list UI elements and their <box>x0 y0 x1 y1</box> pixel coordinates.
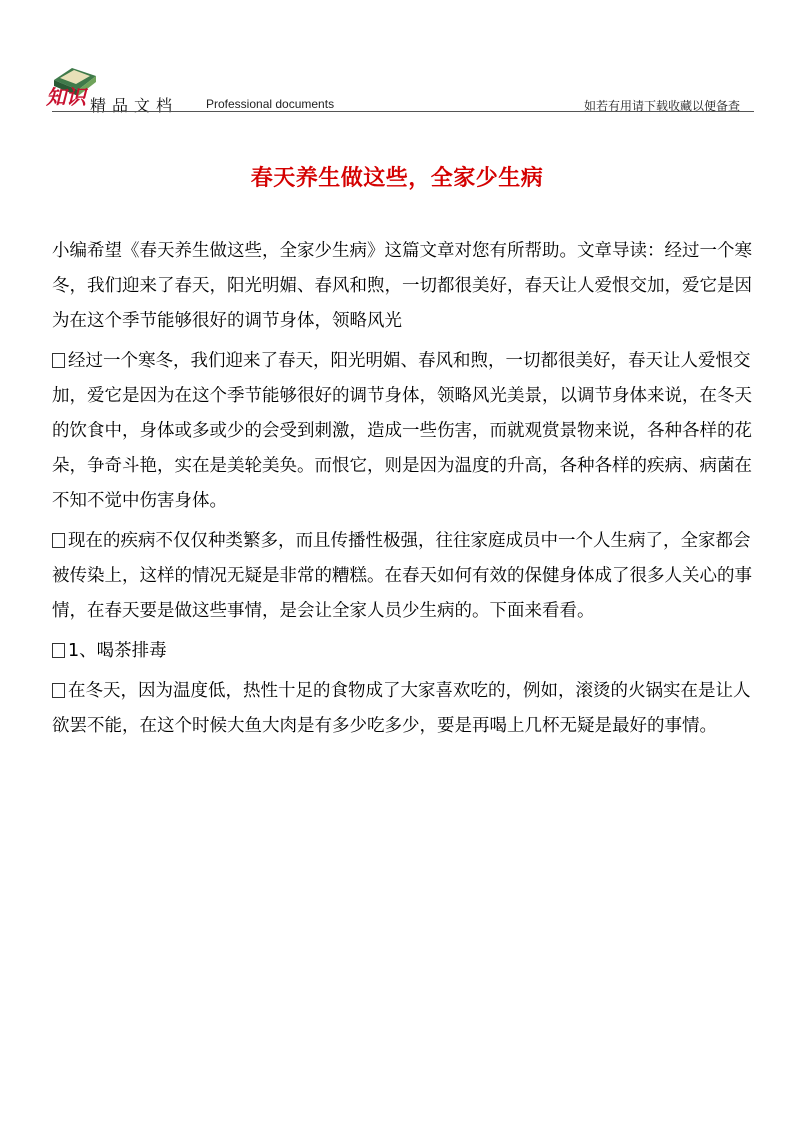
paragraph <box>52 344 764 519</box>
document-title: 春天养生做这些，全家少生病 <box>250 166 544 191</box>
brand-english: Professional documents <box>206 97 335 111</box>
page-header <box>0 0 794 120</box>
document-body <box>52 234 764 744</box>
paragraph-text: 小编希望《春天养生做这些，全家少生病》这篇文章对您有所帮助。文章导读：经过一个寒冬，我们迎来了春天，阳光明媚、春风和煦，一切都很美好，春天让人爱恨交加，爱它是因为在这个季节能够很好的调节身体，领略风光 <box>52 241 752 331</box>
header-divider <box>52 111 754 112</box>
section-heading-text: 1、喝茶排毒 <box>68 641 167 661</box>
paragraph <box>52 524 764 629</box>
placeholder-box-icon <box>52 683 65 698</box>
section-heading <box>52 634 764 669</box>
paragraph-text: 在冬天，因为温度低，热性十足的食物成了大家喜欢吃的，例如，滚烫的火锅实在是让人欲罢不能，在这个时候大鱼大肉是有多少吃多少，要是再喝上几杯无疑是最好的事情。 <box>52 681 751 736</box>
placeholder-box-icon <box>52 353 65 368</box>
paragraph-intro <box>52 234 764 339</box>
placeholder-box-icon <box>52 533 65 548</box>
paragraph-text: 经过一个寒冬，我们迎来了春天，阳光明媚、春风和煦，一切都很美好，春天让人爱恨交加，爱它是因为在这个季节能够很好的调节身体，领略风光美景，以调节身体来说，在冬天的饮食中，身体或多或少的会受到刺激，造成一些伤害，而就观赏景物来说，各种各样的花朵，争奇斗艳，实在是美轮美奂。而恨它，则是因为温度的升高，各种各样的疾病、病菌在不知不觉中伤害身体。 <box>52 351 752 511</box>
paragraph <box>52 674 764 744</box>
logo-text: 知识 <box>46 85 86 108</box>
brand-chinese: 精品文档 <box>90 96 179 115</box>
paragraph-text: 现在的疾病不仅仅种类繁多，而且传播性极强，往往家庭成员中一个人生病了，全家都会被传染上，这样的情况无疑是非常的糟糕。在春天如何有效的保健身体成了很多人关心的事情，在春天要是做这些事情，是会让全家人员少生病的。下面来看看。 <box>52 531 752 621</box>
header-note: 如若有用请下载收藏以便备查 <box>584 99 741 113</box>
placeholder-box-icon <box>52 643 65 658</box>
